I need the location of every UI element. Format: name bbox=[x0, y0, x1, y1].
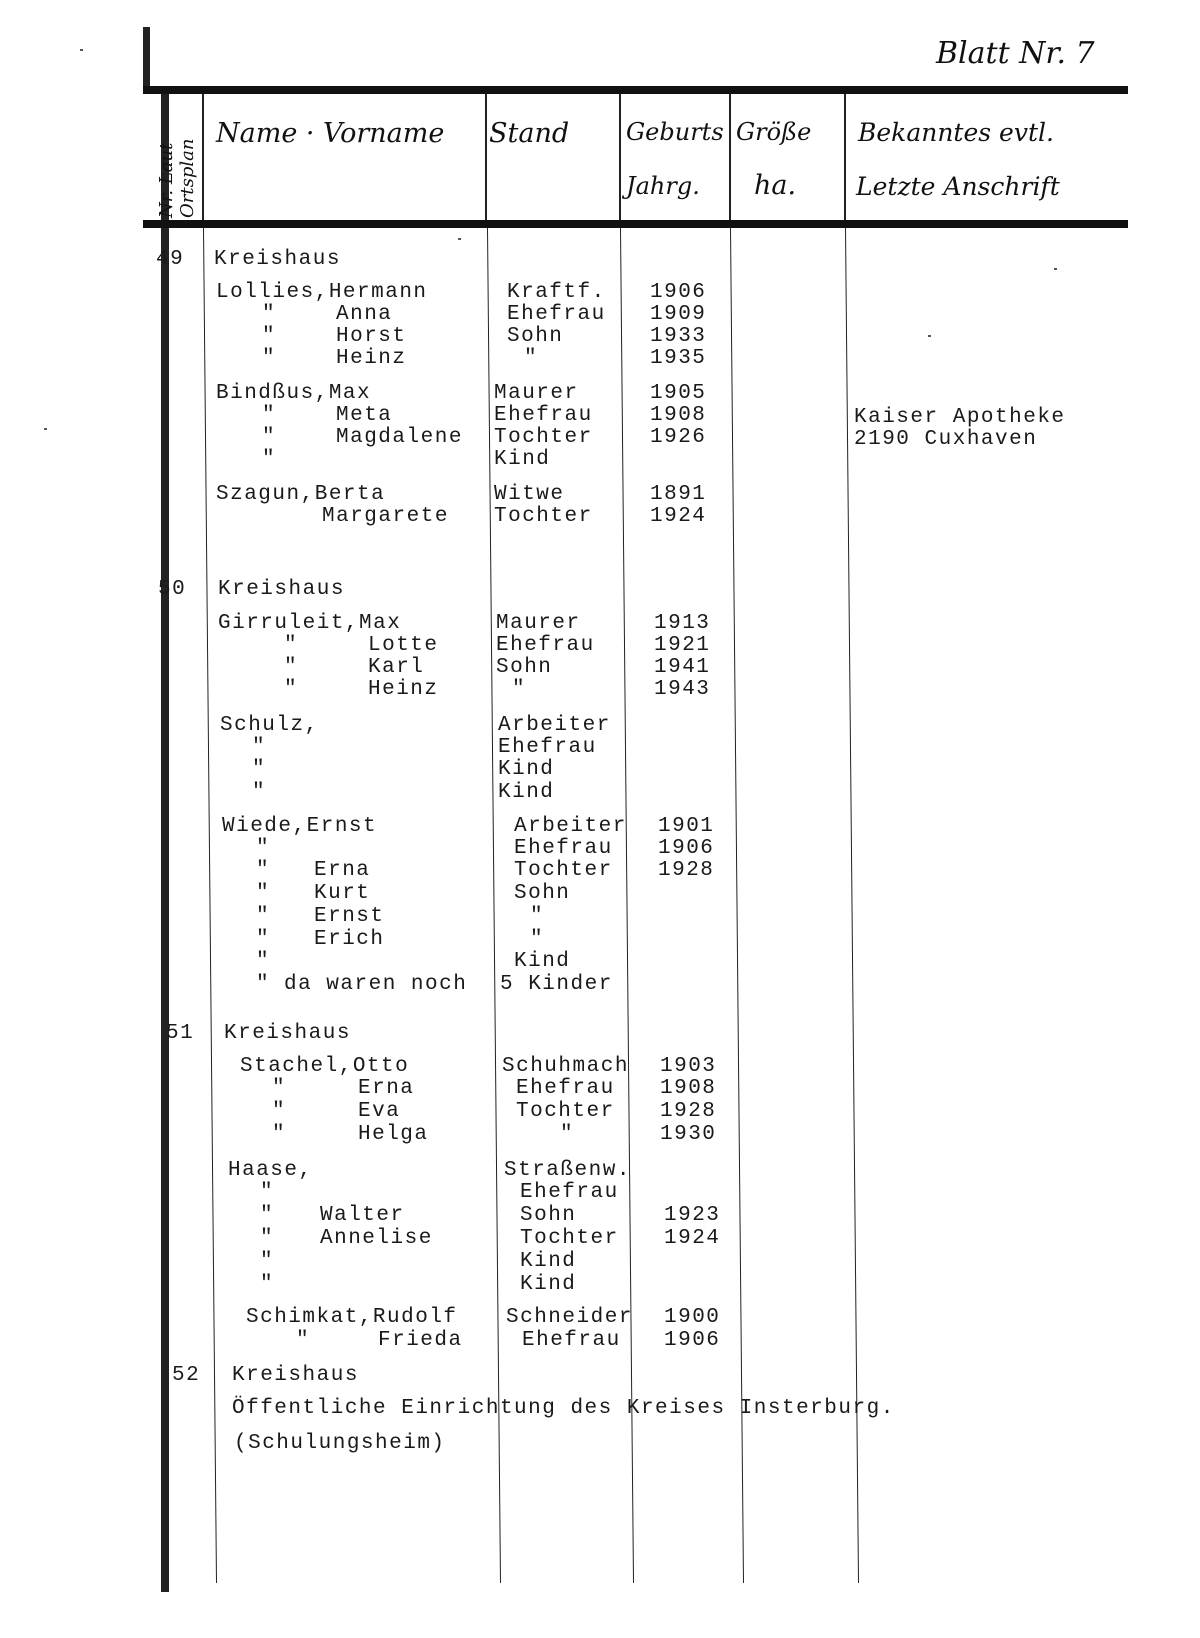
person-stand: Arbeiter bbox=[498, 714, 611, 737]
person-year: 1909 bbox=[650, 303, 707, 326]
column-divider bbox=[729, 94, 731, 220]
person-stand: Tochter bbox=[514, 859, 613, 882]
header-nr-line1: Nr. Laut bbox=[156, 142, 177, 218]
person-stand: " bbox=[560, 1123, 575, 1146]
left-margin-bar-top bbox=[143, 27, 150, 92]
person-year: 1906 bbox=[664, 1329, 721, 1352]
person-stand: Kind bbox=[494, 448, 551, 471]
person-year: 1928 bbox=[658, 859, 715, 882]
ditto-mark: " bbox=[284, 678, 299, 701]
scan-speck bbox=[44, 428, 47, 430]
sheet-title: Blatt Nr. 7 bbox=[936, 36, 1095, 71]
person-stand: Ehefrau bbox=[496, 634, 595, 657]
person-stand: Ehefrau bbox=[514, 837, 613, 860]
person-name: Stachel,Otto bbox=[240, 1055, 410, 1078]
person-stand: Ehefrau bbox=[507, 303, 606, 326]
ditto-mark: " bbox=[252, 736, 267, 759]
ditto-mark: " bbox=[256, 928, 271, 951]
person-year: 1913 bbox=[654, 612, 711, 635]
person-year: 1943 bbox=[654, 678, 711, 701]
person-year: 1923 bbox=[664, 1204, 721, 1227]
entry-place: Kreishaus bbox=[232, 1364, 359, 1387]
person-year: 1891 bbox=[650, 483, 707, 506]
person-name: Lotte bbox=[368, 634, 439, 657]
entry-number: 50 bbox=[158, 578, 187, 601]
person-year: 1908 bbox=[660, 1077, 717, 1100]
person-name: Margarete bbox=[322, 505, 449, 528]
entry-place: Kreishaus bbox=[218, 578, 345, 601]
ditto-mark: " bbox=[296, 1329, 311, 1352]
person-name: Heinz bbox=[336, 347, 407, 370]
header-bottom-rule bbox=[143, 220, 1128, 228]
ditto-mark: " bbox=[262, 426, 277, 449]
person-name: Schulz, bbox=[220, 714, 319, 737]
scan-speck bbox=[928, 335, 931, 337]
entry-place: Kreishaus bbox=[224, 1022, 351, 1045]
person-stand: Schuhmach bbox=[502, 1055, 629, 1078]
person-name: Helga bbox=[358, 1123, 429, 1146]
ditto-mark: " bbox=[252, 758, 267, 781]
person-stand: 5 Kinder bbox=[500, 973, 613, 996]
person-name: Wiede,Ernst bbox=[222, 815, 378, 838]
person-stand: Tochter bbox=[494, 505, 593, 528]
entry-note: Öffentliche Einrichtung des Kreises Insterburg. bbox=[232, 1397, 895, 1420]
person-name: Annelise bbox=[320, 1227, 433, 1250]
person-year: 1941 bbox=[654, 656, 711, 679]
person-year: 1905 bbox=[650, 382, 707, 405]
column-divider bbox=[730, 228, 744, 1583]
ditto-mark: " bbox=[272, 1100, 287, 1123]
ditto-mark: " bbox=[262, 325, 277, 348]
person-name: Meta bbox=[336, 404, 393, 427]
scan-speck bbox=[1054, 268, 1057, 270]
person-name: Girruleit,Max bbox=[218, 612, 402, 635]
person-stand: " bbox=[530, 905, 545, 928]
person-year: 1900 bbox=[664, 1306, 721, 1329]
ditto-mark: " bbox=[256, 837, 271, 860]
ditto-mark: " bbox=[262, 448, 277, 471]
person-year: 1926 bbox=[650, 426, 707, 449]
person-year: 1903 bbox=[660, 1055, 717, 1078]
person-stand: Ehefrau bbox=[498, 736, 597, 759]
person-stand: Kind bbox=[520, 1250, 577, 1273]
person-stand: " bbox=[524, 347, 539, 370]
header-letzte-anschrift: Letzte Anschrift bbox=[856, 172, 1060, 201]
person-stand: Arbeiter bbox=[514, 815, 627, 838]
person-stand: Maurer bbox=[494, 382, 579, 405]
person-name: Bindßus,Max bbox=[216, 382, 372, 405]
header-name-vorname: Name · Vorname bbox=[216, 118, 445, 149]
ditto-mark: " bbox=[260, 1273, 275, 1296]
person-stand: Witwe bbox=[494, 483, 565, 506]
person-name: Haase, bbox=[228, 1159, 313, 1182]
person-name: Kurt bbox=[314, 882, 371, 905]
person-year: 1921 bbox=[654, 634, 711, 657]
header-ha: ha. bbox=[754, 170, 797, 201]
ditto-mark: " bbox=[256, 973, 271, 996]
person-year: 1924 bbox=[650, 505, 707, 528]
person-stand: Ehefrau bbox=[494, 404, 593, 427]
person-name: Erna bbox=[358, 1077, 415, 1100]
person-stand: Tochter bbox=[494, 426, 593, 449]
ditto-mark: " bbox=[256, 882, 271, 905]
header-groesse: Größe bbox=[736, 118, 812, 146]
person-name: Anna bbox=[336, 303, 393, 326]
ditto-mark: " bbox=[256, 950, 271, 973]
ditto-mark: " bbox=[260, 1204, 275, 1227]
ditto-mark: " bbox=[252, 781, 267, 804]
person-name: Lollies,Hermann bbox=[216, 281, 428, 304]
ditto-mark: " bbox=[272, 1123, 287, 1146]
person-year: 1933 bbox=[650, 325, 707, 348]
entry-note: (Schulungsheim) bbox=[234, 1432, 446, 1455]
person-stand: Kraftf. bbox=[507, 281, 606, 304]
person-stand: Kind bbox=[498, 758, 555, 781]
header-geburts: Geburts bbox=[626, 118, 724, 146]
person-name: Heinz bbox=[368, 678, 439, 701]
column-divider bbox=[202, 94, 204, 220]
person-stand: Tochter bbox=[520, 1227, 619, 1250]
person-year: 1901 bbox=[658, 815, 715, 838]
entry-number: 49 bbox=[156, 248, 185, 271]
person-stand: Kind bbox=[514, 950, 571, 973]
person-stand: Tochter bbox=[516, 1100, 615, 1123]
address-line: Kaiser Apotheke bbox=[854, 406, 1066, 429]
entry-place: Kreishaus bbox=[214, 248, 341, 271]
ditto-mark: " bbox=[272, 1077, 287, 1100]
person-year: 1930 bbox=[660, 1123, 717, 1146]
person-name: Schimkat,Rudolf bbox=[246, 1306, 458, 1329]
person-name: Horst bbox=[336, 325, 407, 348]
person-year: 1906 bbox=[650, 281, 707, 304]
person-stand: Sohn bbox=[520, 1204, 577, 1227]
person-stand: Straßenw. bbox=[504, 1159, 631, 1182]
person-year: 1928 bbox=[660, 1100, 717, 1123]
header-bekanntes: Bekanntes evtl. bbox=[858, 118, 1054, 147]
ditto-mark: " bbox=[256, 859, 271, 882]
column-divider bbox=[620, 228, 634, 1583]
person-stand: Kind bbox=[520, 1273, 577, 1296]
note-text: da waren noch bbox=[284, 973, 468, 996]
header-stand: Stand bbox=[489, 118, 570, 149]
person-stand: Ehefrau bbox=[516, 1077, 615, 1100]
scan-speck bbox=[458, 238, 461, 240]
column-divider bbox=[844, 94, 846, 220]
entry-number: 51 bbox=[166, 1022, 195, 1045]
left-margin-bar bbox=[161, 92, 169, 1592]
person-stand: " bbox=[530, 928, 545, 951]
ditto-mark: " bbox=[262, 303, 277, 326]
header-top-rule bbox=[143, 86, 1128, 94]
person-stand: " bbox=[512, 678, 527, 701]
person-stand: Schneider bbox=[506, 1306, 633, 1329]
ditto-mark: " bbox=[256, 905, 271, 928]
person-name: Ernst bbox=[314, 905, 385, 928]
person-stand: Sohn bbox=[507, 325, 564, 348]
person-year: 1908 bbox=[650, 404, 707, 427]
ditto-mark: " bbox=[260, 1250, 275, 1273]
header-nr-laut-ortsplan bbox=[156, 139, 198, 218]
person-name: Erich bbox=[314, 928, 385, 951]
person-stand: Ehefrau bbox=[520, 1181, 619, 1204]
person-stand: Sohn bbox=[496, 656, 553, 679]
column-divider bbox=[485, 94, 487, 220]
ditto-mark: " bbox=[260, 1181, 275, 1204]
ditto-mark: " bbox=[284, 656, 299, 679]
person-name: Karl bbox=[368, 656, 425, 679]
person-name: Erna bbox=[314, 859, 371, 882]
column-divider bbox=[203, 228, 217, 1583]
header-nr-line2: Ortsplan bbox=[177, 138, 198, 218]
ditto-mark: " bbox=[262, 404, 277, 427]
address-line: 2190 Cuxhaven bbox=[854, 428, 1038, 451]
person-name: Szagun,Berta bbox=[216, 483, 386, 506]
column-divider bbox=[619, 94, 621, 220]
scan-speck bbox=[80, 49, 83, 51]
person-stand: Sohn bbox=[514, 882, 571, 905]
person-year: 1924 bbox=[664, 1227, 721, 1250]
person-year: 1906 bbox=[658, 837, 715, 860]
ditto-mark: " bbox=[260, 1227, 275, 1250]
person-name: Eva bbox=[358, 1100, 401, 1123]
person-stand: Kind bbox=[498, 781, 555, 804]
person-name: Frieda bbox=[378, 1329, 463, 1352]
person-stand: Maurer bbox=[496, 612, 581, 635]
person-name: Walter bbox=[320, 1204, 405, 1227]
person-year: 1935 bbox=[650, 347, 707, 370]
ditto-mark: " bbox=[284, 634, 299, 657]
person-stand: Ehefrau bbox=[522, 1329, 621, 1352]
ditto-mark: " bbox=[262, 347, 277, 370]
header-jahrg: Jahrg. bbox=[626, 172, 700, 200]
entry-number: 52 bbox=[172, 1364, 201, 1387]
person-name: Magdalene bbox=[336, 426, 463, 449]
